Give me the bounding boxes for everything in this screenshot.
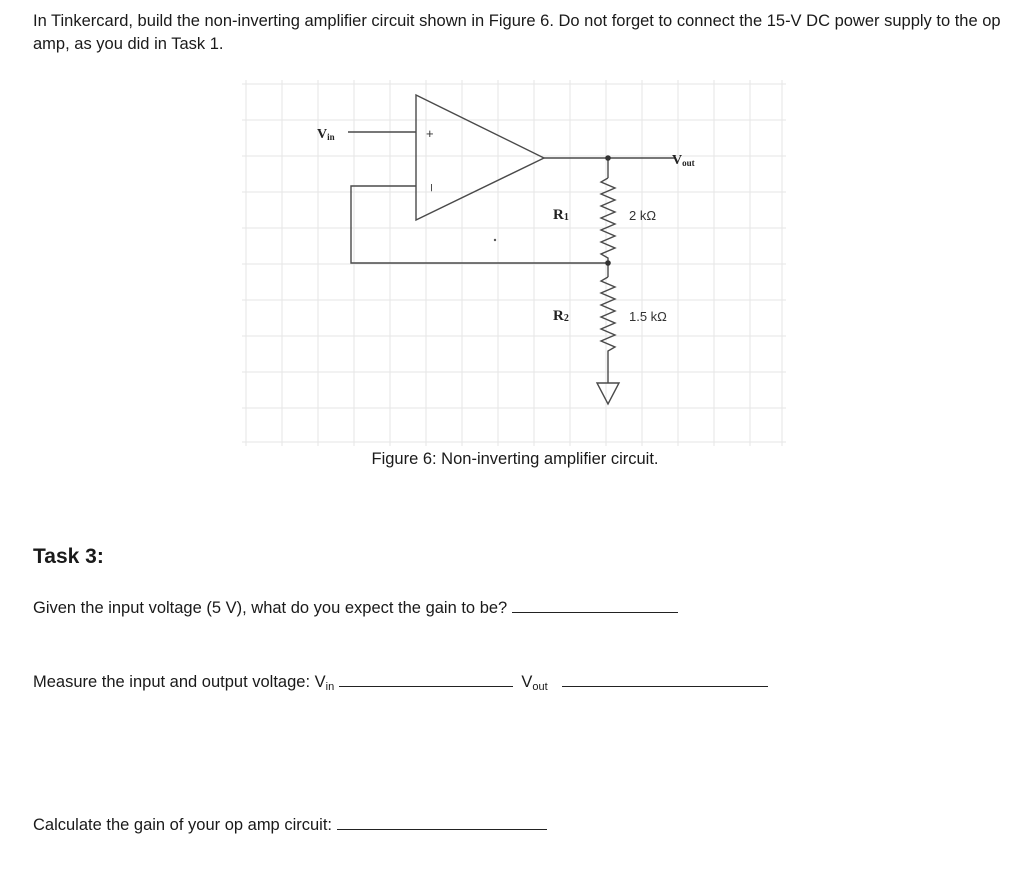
question-calculate-gain: Calculate the gain of your op amp circuit: [33,815,547,835]
r1-resistor [601,178,615,263]
intro-paragraph: In Tinkercard, build the non-inverting amplifier circuit shown in Figure 6. Do not forget to connect the 15-V DC power supply to the op amp, as you did in Task 1. [33,12,1001,53]
r2-label: R2 [553,308,569,324]
plus-terminal: + [426,126,434,141]
r1-label: R1 [553,207,569,223]
figure-caption: Figure 6: Non-inverting amplifier circuit. [371,450,659,468]
answer-blank-calculated-gain[interactable] [337,815,547,830]
r2-value: 1.5 kΩ [629,309,667,324]
minus-terminal: – [425,184,440,192]
stray-dot [494,239,496,241]
answer-blank-vin[interactable] [339,672,513,687]
question-measure-voltage: Measure the input and output voltage: $V_{in}$ $V_{out}$ [33,672,768,693]
task-title: Task 3: [33,545,104,568]
vin-label: Vin [317,127,335,142]
ground-symbol [597,383,619,404]
output-node [605,155,611,161]
feedback-node [605,260,611,266]
circuit-diagram [242,80,786,446]
circuit-figure [242,80,786,446]
question-gain-expected: Given the input voltage (5 V), what do you expect the gain to be? [33,598,678,618]
r2-resistor [601,277,615,372]
r1-value: 2 kΩ [629,208,657,223]
answer-blank-expected-gain[interactable] [512,598,678,613]
vout-label: Vout [672,153,695,168]
op-amp-triangle [416,95,544,220]
answer-blank-vout[interactable] [562,672,768,687]
